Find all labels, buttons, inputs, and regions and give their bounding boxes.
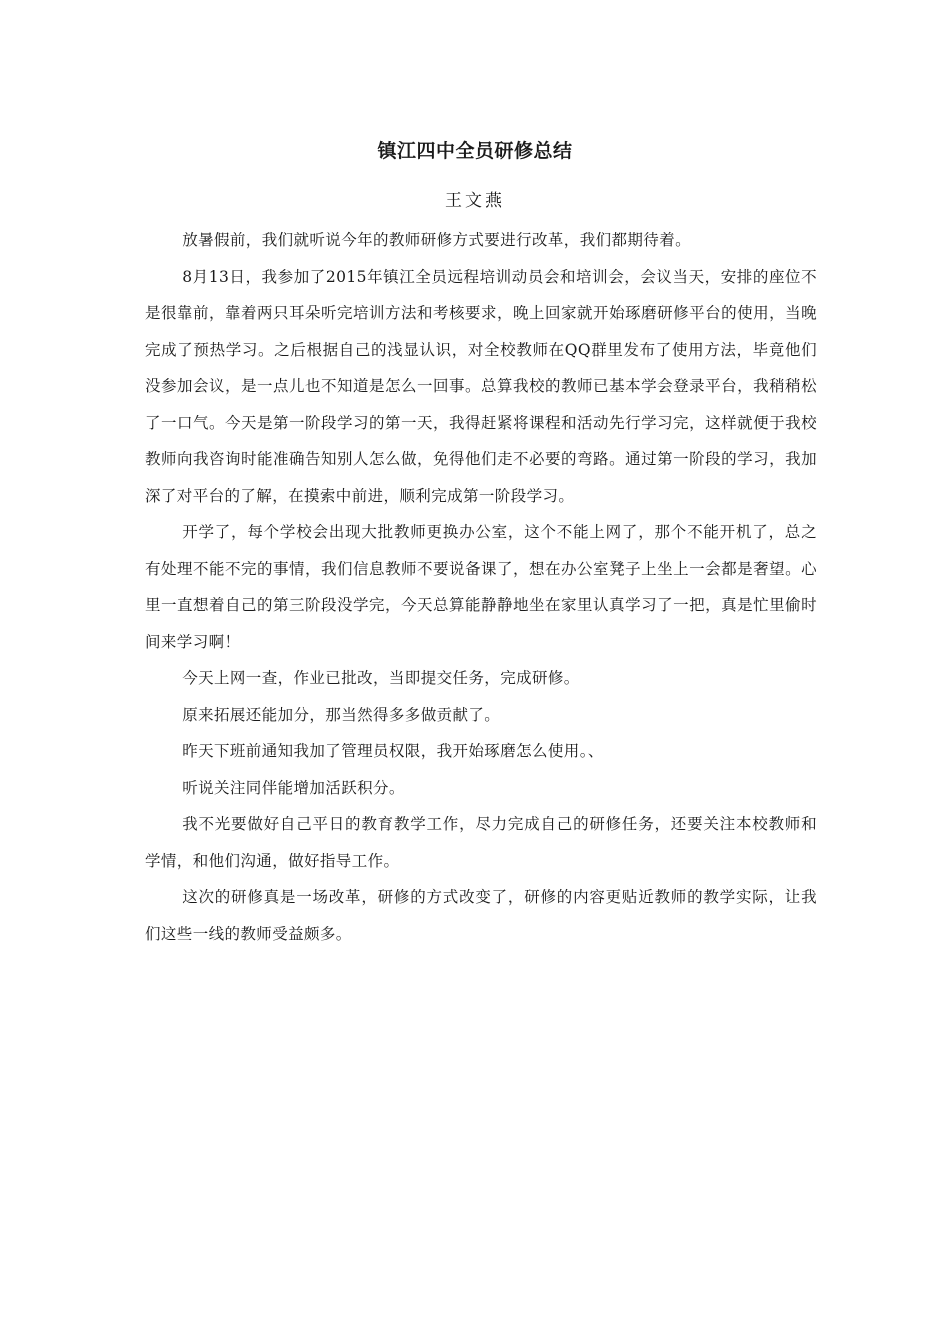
paragraph: 原来拓展还能加分，那当然得多多做贡献了。 <box>182 705 501 724</box>
paragraph: 我不光要做好自己平日的教育教学工作，尽力完成自己的研修任务，还要关注本校教师和学情，和他们沟通，做好指导工作。 <box>145 815 817 870</box>
document-body <box>145 222 817 952</box>
document-author: 王文燕 <box>445 191 505 211</box>
document-title: 镇江四中全员研修总结 <box>377 140 573 162</box>
paragraph: 开学了，每个学校会出现大批教师更换办公室，这个不能上网了，那个不能开机了，总之有处理不能不完的事情，我们信息教师不要说备课了，想在办公室凳子上坐上一会都是奢望。心里一直想着自己的第三阶段没学完，今天总算能静静地坐在家里认真学习了一把，真是忙里偷时间来学习啊！ <box>145 523 817 651</box>
paragraph: 听说关注同伴能增加活跃积分。 <box>182 778 405 797</box>
paragraph: 这次的研修真是一场改革，研修的方式改变了，研修的内容更贴近教师的教学实际，让我们这些一线的教师受益颇多。 <box>145 888 817 943</box>
paragraph: 昨天下班前通知我加了管理员权限，我开始琢磨怎么使用。、 <box>182 742 604 760</box>
paragraph: 今天上网一查，作业已批改，当即提交任务，完成研修。 <box>182 669 580 687</box>
paragraph: 放暑假前，我们就听说今年的教师研修方式要进行改革，我们都期待着。 <box>182 231 691 249</box>
paragraph: 8月13日，我参加了2015年镇江全员远程培训动员会和培训会，会议当天，安排的座位不是很靠前，靠着两只耳朵听完培训方法和考核要求，晚上回家就开始琢磨研修平台的使用，当晚完成了预热学习。之后根据自己的浅显认识，对全校教师在QQ群里发布了使用方法，毕竟他们没参加会议，是一点儿也不知道是怎么一回事。总算我校的教师已基本学会登录平台，我稍稍松了一口气。今天是第一阶段学习的第一天，我得赶紧将课程和活动先行学习完，这样就便于我校教师向我咨询时能准确告知别人怎么做，免得他们走不必要的弯路。通过第一阶段的学习，我加深了对平台的了解，在摸索中前进，顺利完成第一阶段学习。 <box>145 267 817 505</box>
